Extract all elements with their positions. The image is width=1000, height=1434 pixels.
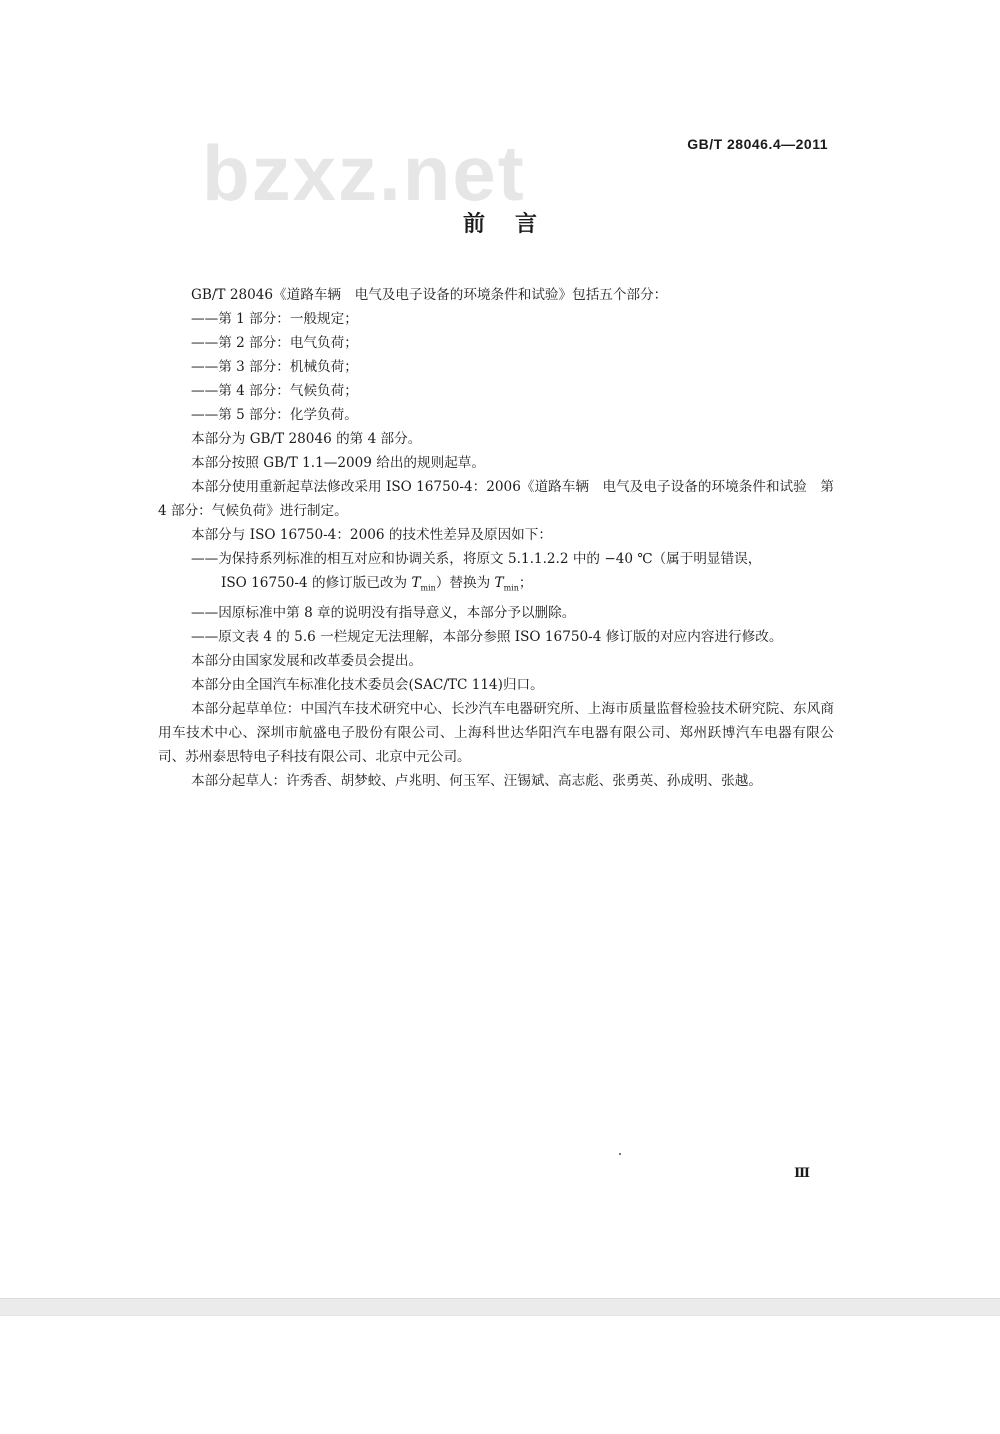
part-item-2: ——第 2 部分：电气负荷； — [191, 335, 358, 351]
scan-speck — [619, 1153, 621, 1155]
watermark: bzxz.net — [202, 129, 526, 217]
t-subscript: min — [420, 583, 436, 593]
diff-1-text-a: ISO 16750-4 的修订版已改为 — [221, 575, 412, 591]
standard-number: GB/T 28046.4—2011 — [687, 136, 828, 152]
difference-item-2: ——因原标准中第 8 章的说明没有指导意义，本部分予以删除。 — [191, 604, 576, 621]
difference-item-3: ——原文表 4 的 5.6 一栏规定无法理解，本部分参照 ISO 16750-4 修订版的对应内容进行修改。 — [191, 628, 783, 645]
page-title: 前言 — [462, 212, 567, 237]
part-item-1: ——第 1 部分：一般规定； — [191, 311, 358, 327]
drafting-rule-paragraph: 本部分按照 GB/T 1.1—2009 给出的规则起草。 — [191, 455, 485, 471]
difference-item-1-line-1: ——为保持系列标准的相互对应和协调关系，将原文 5.1.1.2.2 中的 −40 ℃（属于明显错误， — [191, 551, 762, 567]
foreword-body — [158, 283, 834, 793]
page-separator-bar — [0, 1298, 1000, 1316]
intro-paragraph: GB/T 28046《道路车辆 电气及电子设备的环境条件和试验》包括五个部分： — [191, 287, 668, 303]
difference-item-1-line-2 — [158, 571, 834, 601]
drafting-units-paragraph: 本部分起草单位：中国汽车技术研究中心、长沙汽车电器研究所、上海市质量监督检验技术研究院、东风商用车技术中心、深圳市航盛电子股份有限公司、上海科世达华阳汽车电器有限公司、郑州跃博汽车电器有限公司、苏州泰思特电子科技有限公司、北京中元公司。 — [158, 700, 834, 765]
part-item-4: ——第 4 部分：气候负荷； — [191, 383, 358, 399]
t-symbol: T — [494, 575, 504, 591]
part-item-3: ——第 3 部分：机械负荷； — [191, 359, 358, 375]
centralized-by-paragraph: 本部分由全国汽车标准化技术委员会(SAC/TC 114)归口。 — [191, 676, 544, 693]
proposed-by-paragraph: 本部分由国家发展和改革委员会提出。 — [191, 652, 423, 669]
next-page-area — [0, 1316, 1000, 1434]
t-subscript: min — [503, 583, 519, 593]
drafters-paragraph: 本部分起草人：许秀香、胡梦蛟、卢兆明、何玉军、汪锡斌、高志彪、张勇英、孙成明、张越。 — [191, 772, 762, 789]
diff-1-text-b: ）替换为 — [435, 575, 495, 591]
page-number: Ⅲ — [794, 1166, 810, 1181]
adoption-paragraph: 本部分使用重新起草法修改采用 ISO 16750-4：2006《道路车辆 电气及电子设备的环境条件和试验 第 4 部分：气候负荷》进行制定。 — [158, 479, 834, 519]
t-symbol: T — [411, 575, 421, 591]
differences-intro: 本部分与 ISO 16750-4：2006 的技术性差异及原因如下： — [191, 527, 552, 543]
this-part-paragraph: 本部分为 GB/T 28046 的第 4 部分。 — [191, 431, 422, 447]
diff-1-text-c: ； — [518, 575, 533, 591]
part-item-5: ——第 5 部分：化学负荷。 — [191, 407, 358, 423]
